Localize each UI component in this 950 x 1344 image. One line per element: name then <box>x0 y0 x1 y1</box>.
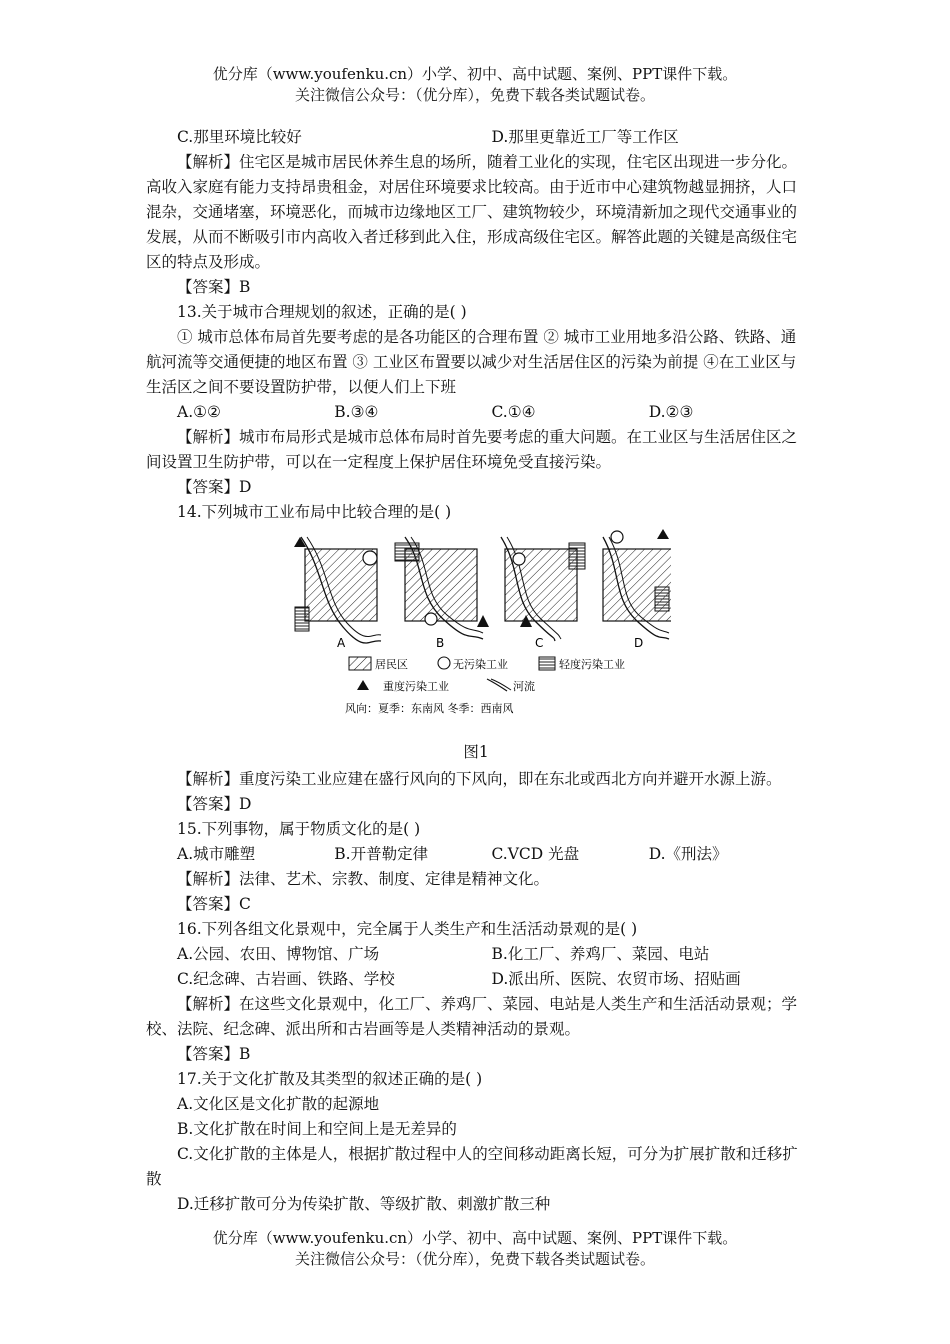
light-industry <box>655 587 669 611</box>
figure-legend <box>345 657 625 715</box>
q16-option-c: C.纪念碑、古岩画、铁路、学校 <box>177 970 395 988</box>
wind-note: 风向：夏季：东南风 冬季：西南风 <box>345 702 514 715</box>
panel-label-d: D <box>634 636 644 650</box>
q15-option-a: A.城市雕塑 <box>177 845 256 863</box>
legend-clean: 无污染工业 <box>453 658 508 671</box>
q17-option-c: C.文化扩散的主体是人，根据扩散过程中人的空间移动距离长短，可分为扩展扩散和迁移扩散 <box>146 1145 798 1188</box>
panel-label-c: C <box>535 636 544 650</box>
q15-option-b: B.开普勒定律 <box>334 845 429 863</box>
q16-option-b: B.化工厂、养鸡厂、菜园、电站 <box>491 945 710 963</box>
q14-answer: 【答案】D <box>177 795 252 813</box>
q16-analysis: 【解析】在这些文化景观中，化工厂、养鸡厂、菜园、电站是人类生产和生活活动景观；学校、法院、纪念碑、派出所和古岩画等是人类精神活动的景观。 <box>146 995 798 1038</box>
q13-stem: 13.关于城市合理规划的叙述，正确的是( ) <box>177 303 467 321</box>
legend-residential: 居民区 <box>375 658 408 671</box>
q12-answer: 【答案】B <box>177 278 251 296</box>
q12-analysis: 【解析】住宅区是城市居民休养生息的场所，随着工业化的实现，住宅区出现进一步分化。高收入家庭有能力支持昂贵租金，对居住环境要求比较高。由于近市中心建筑物越显拥挤，人口混杂，交通堵塞，环境恶化，而城市边缘地区工厂、建筑物较少，环境清新加之现代交通事业的发展，从而不断吸引市内高收入者迁移到此入住，形成高级住宅区。解答此题的关键是高级住宅区的特点及形成。 <box>146 153 798 271</box>
q14-stem: 14.下列城市工业布局中比较合理的是( ) <box>177 503 452 521</box>
figure-caption: 图1 <box>463 743 489 761</box>
q16-answer: 【答案】B <box>177 1045 251 1063</box>
legend-river: 河流 <box>513 680 535 693</box>
clean-industry <box>363 551 377 565</box>
q15-options <box>146 842 806 867</box>
q17-option-b: B.文化扩散在时间上和空间上是无差异的 <box>177 1120 457 1138</box>
clean-industry <box>611 531 623 543</box>
q15-stem: 15.下列事物，属于物质文化的是( ) <box>177 820 421 838</box>
header-line-1: 优分库（www.youfenku.cn）小学、初中、高中试题、案例、PPT课件下载。 <box>212 65 738 83</box>
legend-clean-swatch <box>438 657 450 669</box>
figure-city-industry-layout <box>146 529 806 734</box>
heavy-industry <box>657 529 669 539</box>
footer-line-1: 优分库（www.youfenku.cn）小学、初中、高中试题、案例、PPT课件下载。 <box>212 1229 738 1247</box>
heavy-industry <box>477 615 489 627</box>
q16-option-d: D.派出所、医院、农贸市场、招贴画 <box>491 970 741 988</box>
light-industry <box>295 607 309 631</box>
q12-option-d: D.那里更靠近工厂等工作区 <box>491 128 679 146</box>
q17-option-d: D.迁移扩散可分为传染扩散、等级扩散、刺激扩散三种 <box>177 1195 551 1213</box>
legend-heavy-swatch <box>357 680 369 690</box>
q16-option-a: A.公园、农田、博物馆、广场 <box>177 945 380 963</box>
panel-b <box>395 537 489 650</box>
legend-river-swatch-bank <box>491 679 511 690</box>
q17-option-a: A.文化区是文化扩散的起源地 <box>177 1095 380 1113</box>
panel-d <box>603 529 671 650</box>
q13-option-d: D.②③ <box>648 403 694 421</box>
panel-a <box>294 537 381 650</box>
q13-statements: ① 城市总体布局首先要考虑的是各功能区的合理布置 ② 城市工业用地多沿公路、铁路、通航河流等交通便捷的地区布置 ③ 工业区布置要以减少对生活居住区的污染为前提 ④在工业区与生活区之间不要设置防护带，以便人们上下班 <box>146 328 797 396</box>
clean-industry <box>425 613 437 625</box>
footer-line-2: 关注微信公众号：（优分库），免费下载各类试题试卷。 <box>294 1250 655 1268</box>
q13-option-c: C.①④ <box>491 403 536 421</box>
q15-option-c: C.VCD 光盘 <box>491 845 580 863</box>
header-line-2: 关注微信公众号：（优分库），免费下载各类试题试卷。 <box>294 86 655 104</box>
page-footer <box>0 1228 950 1270</box>
q13-option-a: A.①② <box>177 403 221 421</box>
q15-analysis: 【解析】法律、艺术、宗教、制度、定律是精神文化。 <box>177 870 550 888</box>
legend-light: 轻度污染工业 <box>559 658 625 671</box>
q13-option-b: B.③④ <box>334 403 379 421</box>
q14-analysis: 【解析】重度污染工业应建在盛行风向的下风向，即在东北或西北方向并避开水源上游。 <box>177 770 782 788</box>
panel-label-a: A <box>337 636 346 650</box>
legend-residential-swatch <box>349 657 371 670</box>
page-content <box>146 125 806 1217</box>
layout-diagram <box>291 529 671 734</box>
q16-options-row-1 <box>146 942 806 967</box>
light-industry <box>569 543 585 569</box>
legend-heavy: 重度污染工业 <box>383 680 449 693</box>
q16-options-row-2 <box>146 967 806 992</box>
q13-analysis: 【解析】城市布局形式是城市总体布局时首先要考虑的重大问题。在工业区与生活居住区之间设置卫生防护带，可以在一定程度上保护居住环境免受直接污染。 <box>146 428 798 471</box>
q16-stem: 16.下列各组文化景观中，完全属于人类生产和生活活动景观的是( ) <box>177 920 638 938</box>
panel-label-b: B <box>436 636 445 650</box>
q12-option-c: C.那里环境比较好 <box>177 128 302 146</box>
q17-stem: 17.关于文化扩散及其类型的叙述正确的是( ) <box>177 1070 483 1088</box>
q12-options <box>146 125 806 150</box>
page-header <box>0 64 950 106</box>
light-industry <box>395 543 419 561</box>
legend-light-swatch <box>539 657 555 670</box>
q13-answer: 【答案】D <box>177 478 252 496</box>
panel-c <box>501 537 585 650</box>
q15-answer: 【答案】C <box>177 895 251 913</box>
q15-option-d: D.《刑法》 <box>648 845 728 863</box>
q13-options <box>146 400 806 425</box>
clean-industry <box>513 553 525 565</box>
